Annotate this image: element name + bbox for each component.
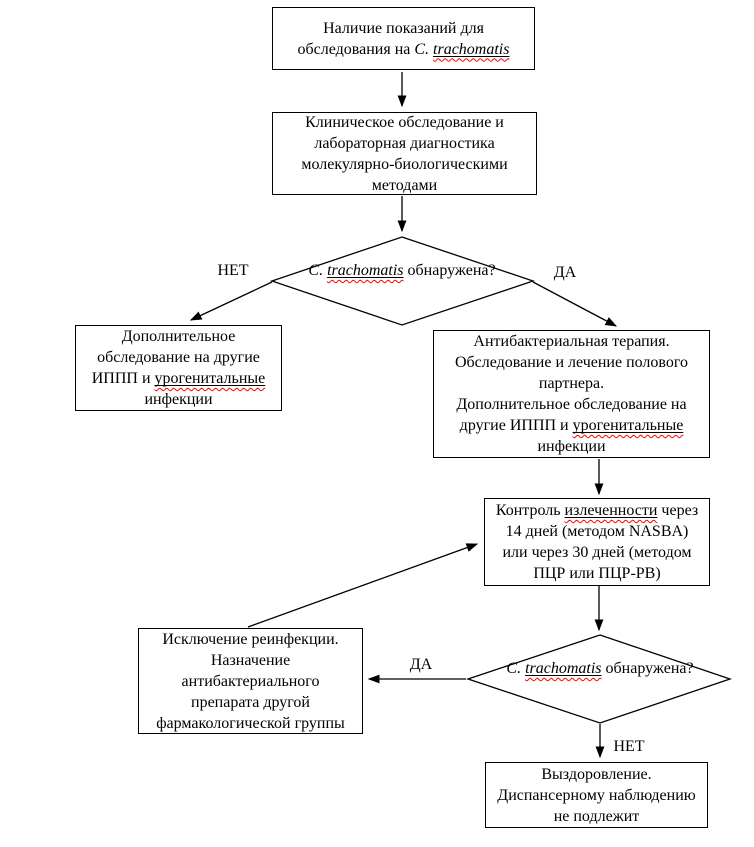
node-control-line4: ПЦР или ПЦР-РВ)	[533, 565, 661, 582]
node-reinfection-line4: препарата другой	[191, 693, 310, 711]
node-clinical	[272, 112, 537, 195]
species-name: trachomatis	[525, 660, 602, 677]
branch-label-yes-2: ДА	[409, 656, 433, 673]
node-recovery	[485, 762, 708, 828]
branch-label-yes-1: ДА	[553, 264, 577, 281]
node-control-line3: или через 30 дней (методом	[502, 544, 692, 561]
node-reinfection-line5: фармакологической группы	[156, 714, 345, 732]
node-reinfection	[138, 628, 363, 734]
node-therapy-line3: партнера.	[538, 375, 605, 392]
node-additional-tests	[75, 325, 282, 411]
arrow-reinfection-to-control	[248, 544, 477, 627]
node-cure-control	[484, 498, 710, 586]
node-therapy-line4: Дополнительное обследование на	[456, 396, 687, 413]
node-control-line2: 14 дней (методом NASBA)	[505, 523, 689, 540]
species-name: trachomatis	[433, 40, 510, 58]
species-prefix: C.	[414, 40, 434, 58]
node-clinical-line2: лабораторная диагностика	[314, 134, 495, 152]
node-additional-line2: обследование на другие	[97, 349, 260, 366]
arrow-decision1-yes	[533, 282, 616, 326]
node-clinical-line1: Клиническое обследование и	[305, 113, 504, 131]
decision1-line1: C. trachomatis	[308, 262, 404, 279]
node-therapy-line1: Антибактериальная терапия.	[473, 333, 670, 350]
node-recovery-line3: не подлежит	[553, 807, 640, 825]
node-clinical-line3: молекулярно-биологическими	[301, 155, 508, 173]
decision2-diamond	[468, 635, 730, 723]
node-reinfection-line2: Назначение	[210, 651, 291, 669]
node-indication	[272, 7, 535, 70]
branch-label-no-2: НЕТ	[613, 738, 645, 755]
node-recovery-line1: Выздоровление.	[541, 765, 652, 783]
node-additional-line4: инфекции	[144, 391, 213, 408]
node-additional-line3: ИППП и урогенитальные	[91, 370, 266, 387]
decision2-line2: обнаружена?	[605, 660, 694, 677]
misspelled-word: излеченности	[564, 502, 658, 519]
decision1-text	[302, 260, 502, 281]
decision1-line2: обнаружена?	[407, 262, 496, 279]
node-indication-line2: обследования на C. trachomatis	[297, 40, 510, 58]
node-therapy	[433, 330, 710, 458]
arrow-decision1-no	[191, 282, 272, 320]
branch-label-no-1: НЕТ	[217, 262, 249, 279]
node-therapy-line6: инфекции	[537, 438, 606, 455]
decision1-diamond	[272, 237, 533, 325]
decision2-line1: C. trachomatis	[506, 660, 602, 677]
misspelled-word: урогенитальные	[154, 370, 266, 387]
decision2-text	[500, 658, 700, 679]
misspelled-word: урогенитальные	[572, 417, 684, 434]
node-control-line1: Контроль излеченности через	[495, 502, 699, 519]
node-therapy-line5: другие ИППП и урогенитальные	[459, 417, 684, 434]
node-recovery-line2: Диспансерному наблюдению	[497, 786, 696, 804]
node-indication-line1: Наличие показаний для	[323, 19, 484, 37]
node-reinfection-line3: антибактериального	[181, 672, 320, 690]
node-additional-line1: Дополнительное	[121, 328, 236, 345]
node-reinfection-line1: Исключение реинфекции.	[162, 630, 339, 648]
node-therapy-line2: Обследование и лечение полового	[454, 354, 689, 371]
species-name: trachomatis	[327, 262, 404, 279]
node-clinical-line4: методами	[371, 176, 438, 194]
